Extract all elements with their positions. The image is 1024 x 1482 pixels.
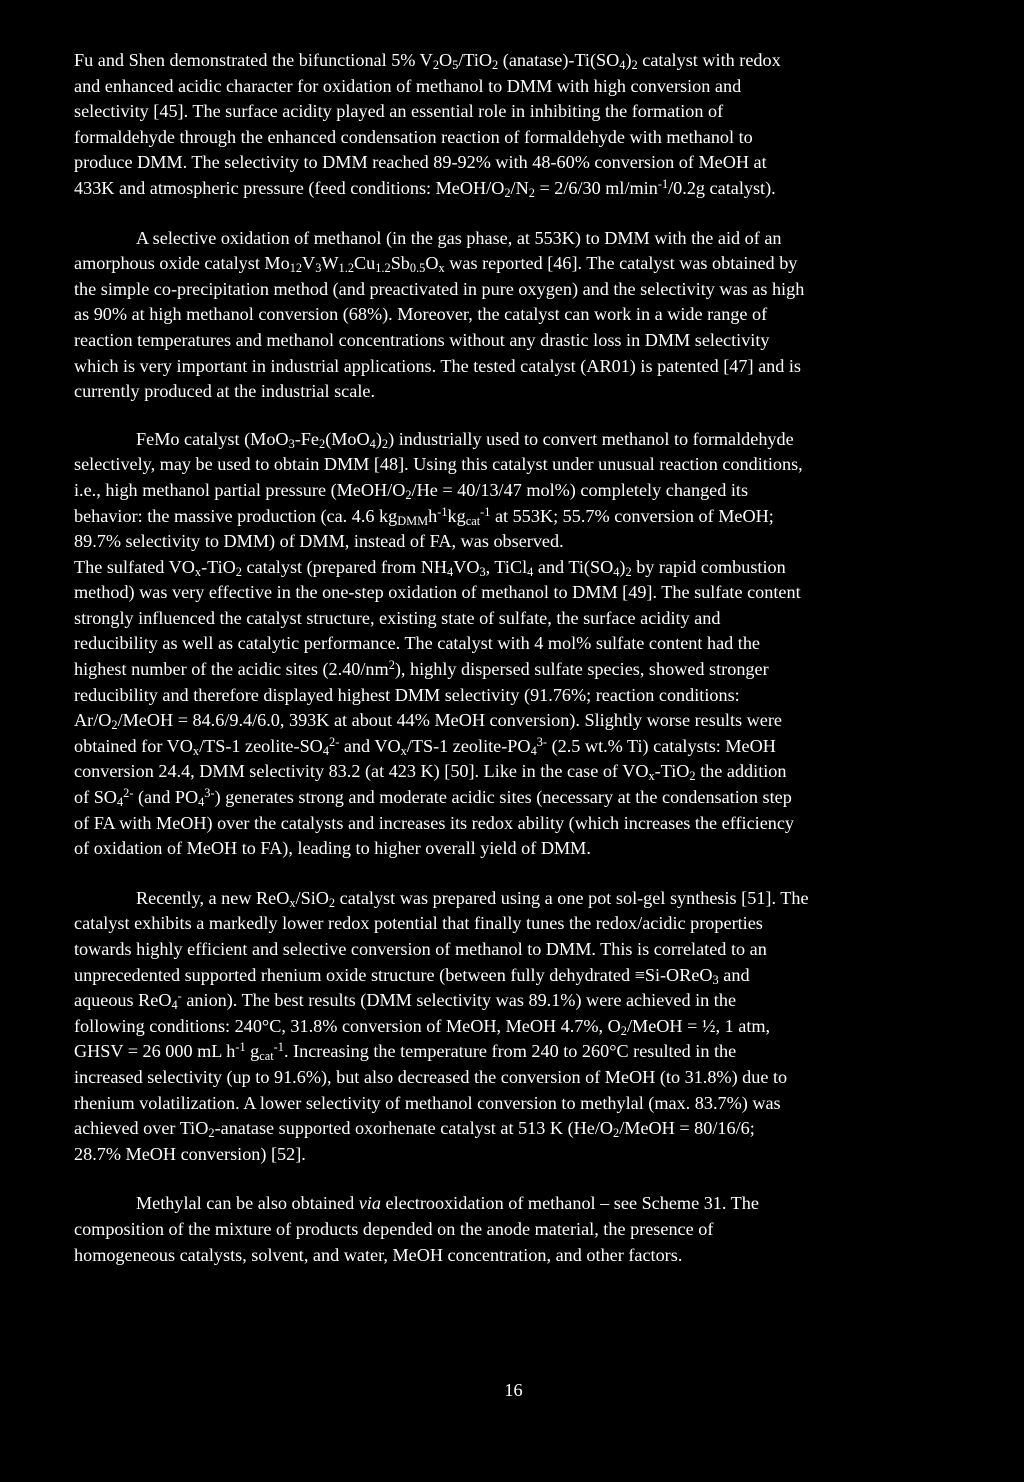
text-line: GHSV = 26 000 mL $h^{-1}$ $g_{cat}^{-1}$. Increasing the temperature from 240 to 260°C resulted in the: [74, 1040, 737, 1064]
text-line: catalyst exhibits a markedly lower redox potential that finally tunes the redox/acidic properties: [74, 913, 763, 934]
text-line: homogeneous catalysts, solvent, and water, MeOH concentration, and other factors.: [74, 1244, 683, 1265]
text-line: strongly influenced the catalyst structure, existing state of sulfate, the surface acidity and: [74, 607, 721, 628]
text-line: currently produced at the industrial scale.: [74, 381, 375, 402]
page-number: 16: [504, 1380, 523, 1400]
text-line: formaldehyde through the enhanced condensation reaction of formaldehyde with methanol to: [74, 126, 753, 147]
text-line: selectively, may be used to obtain DMM [48]. Using this catalyst under unusual reaction conditions,: [74, 454, 803, 475]
text-line: of $SO_4^{2-}$ (and $PO_4^{3-}$) generates strong and moderate acidic sites (necessary at the condensation step: [74, 785, 792, 810]
text-line: achieved over TiO$_2$-anatase supported oxorhenate catalyst at 513 K ($He/O_2$/MeOH = 80/16/6;: [74, 1118, 755, 1141]
text-line: reducibility as well as catalytic performance. The catalyst with 4 mol% sulfate content had the: [74, 633, 761, 654]
text-line: the simple co-precipitation method (and preactivated in pure oxygen) and the selectivity was as high: [74, 278, 805, 299]
paragraph-gap: [74, 405, 954, 427]
text-line: 433K and atmospheric pressure (feed conditions: MeOH/$O_2/N_2 = 2/6/30$ $ml/\min^{-1}/0.2g$ catalyst).: [74, 176, 776, 201]
paragraph-gap: [74, 862, 954, 886]
document-page: [74, 48, 954, 1268]
text-line: selectivity [45]. The surface acidity played an essential role in inhibiting the formation of: [74, 101, 724, 122]
paragraph-gap: [74, 1167, 954, 1191]
text-line: unprecedented supported rhenium oxide structure (between fully dehydrated ≡Si-OReO$_3$ and: [74, 964, 750, 987]
text-line: composition of the mixture of products depended on the anode material, the presence of: [74, 1218, 714, 1239]
text-line: obtained for $VO_x/TS-1$ zeolite-$SO_4^{2-}$ and $VO_x/TS-1$ zeolite-$PO_4^{3-}$ (2.5 wt.% Ti) catalysts: MeOH: [74, 734, 776, 758]
text-line: $Ar/O_2$/MeOH = 84.6/9.4/6.0, 393K at about 44% MeOH conversion). Slightly worse results were: [74, 710, 782, 733]
text-line: highest number of the acidic sites $(2.40/nm^2)$, highly dispersed sulfate species, showed stronger: [74, 657, 769, 680]
text-line: conversion 24.4, DMM selectivity 83.2 (at 423 K) [50]. Like in the case of $VO_x-TiO_2$ the addition: [74, 761, 787, 784]
text-line: rhenium volatilization. A lower selectivity of methanol conversion to methylal (max. 83.7%) was: [74, 1092, 781, 1113]
text-line: reducibility and therefore displayed highest DMM selectivity (91.76%; reaction conditions:: [74, 684, 740, 705]
paragraph-sulfated-vox: [74, 555, 954, 862]
text-line: The sulfated $VO_x-TiO_2$ catalyst (prepared from $NH_4VO_3$, TiCl$_4$ and $Ti(SO_4)_2$ by rapid combustion: [74, 556, 786, 579]
paragraph-electrooxidation: [74, 1191, 954, 1268]
text-line: produce DMM. The selectivity to DMM reached 89-92% with 48-60% conversion of MeOH at: [74, 152, 767, 173]
text-line: which is very important in industrial applications. The tested catalyst (AR01) is patented [47] and is: [74, 355, 802, 376]
text-line: i.e., high methanol partial pressure ($MeOH/O_2/He = 40/13/47$ mol%) completely changed its: [74, 479, 749, 502]
text-line: aqueous ReO$_4$- anion). The best results (DMM selectivity was 89.1%) were achieved in the: [74, 989, 737, 1013]
paragraph-gap: [74, 202, 954, 226]
text-line: Recently, a new ReO$_x$/SiO$_2$ catalyst was prepared using a one pot sol-gel synthesis [51]. The: [136, 887, 809, 910]
text-line: A selective oxidation of methanol (in the gas phase, at 553K) to DMM with the aid of an: [136, 227, 782, 248]
text-line: Fu and Shen demonstrated the bifunctional 5% $V_2O_5/TiO_2$ $(anatase)-Ti(SO_4)_2$ catalyst with redox: [74, 50, 781, 73]
text-line: following conditions: 240°C, 31.8% conversion of MeOH, MeOH 4.7%, $O_2$/MeOH = ½, 1 atm,: [74, 1015, 771, 1038]
text-line: Methylal can be also obtained via electrooxidation of methanol – see Scheme 31. The: [136, 1193, 759, 1214]
text-line: increased selectivity (up to 91.6%), but also decreased the conversion of MeOH (to 31.8%) due to: [74, 1066, 788, 1087]
text-line: as 90% at high methanol conversion (68%). Moreover, the catalyst can work in a wide range of: [74, 304, 768, 325]
text-line: FeMo catalyst $(MoO_3-Fe_2(MoO_4)_2)$ industrially used to convert methanol to formaldehyde: [136, 428, 794, 451]
paragraph-femo-catalyst: [74, 427, 954, 555]
text-line: of oxidation of MeOH to FA), leading to higher overall yield of DMM.: [74, 838, 591, 859]
paragraph-reox-sio2: [74, 886, 954, 1168]
text-line: and enhanced acidic character for oxidation of methanol to DMM with high conversion and: [74, 75, 742, 96]
text-line: 89.7% selectivity to DMM) of DMM, instead of FA, was observed.: [74, 531, 564, 552]
text-line: of FA with MeOH) over the catalysts and increases its redox ability (which increases the efficiency: [74, 812, 795, 833]
paragraph-fu-shen: [74, 48, 954, 202]
text-line: 28.7% MeOH conversion) [52].: [74, 1143, 306, 1164]
paragraph-selective-oxidation: [74, 226, 954, 405]
text-line: amorphous oxide catalyst $Mo_{12}V_3W_{1.2}Cu_{1.2}Sb_{0.5}O_x$ was reported [46]. The catalyst was obtained by: [74, 253, 798, 276]
text-line: towards highly efficient and selective conversion of methanol to DMM. This is correlated to an: [74, 939, 767, 959]
text-line: behavior: the massive production (ca. 4.6 $kg_{DMM}h^{-1}kg_{cat}^{-1}$ at 553K; 55.7% conversion of MeOH;: [74, 504, 774, 528]
text-line: method) was very effective in the one-step oxidation of methanol to DMM [49]. The sulfate content: [74, 582, 801, 603]
text-line: reaction temperatures and methanol concentrations without any drastic loss in DMM selectivity: [74, 329, 770, 350]
